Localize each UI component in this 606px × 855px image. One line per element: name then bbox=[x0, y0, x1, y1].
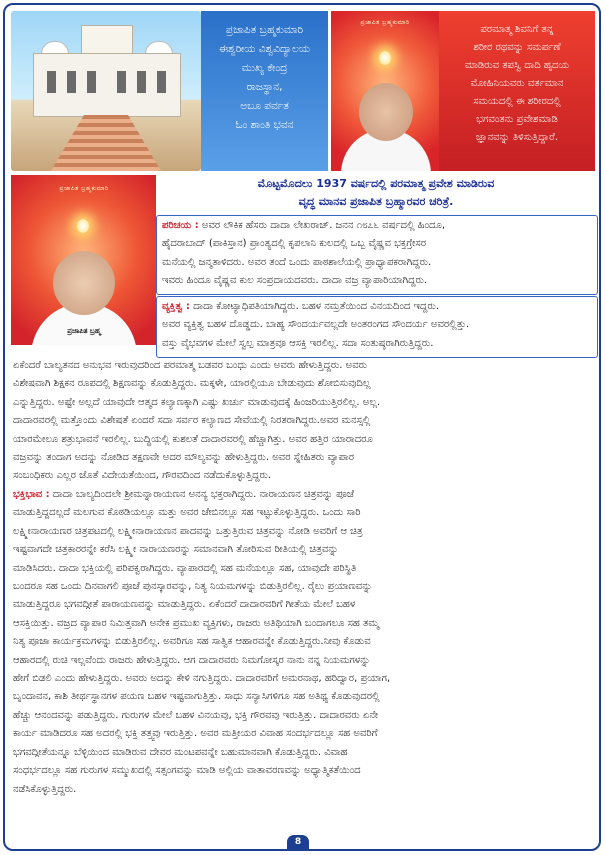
dadi-portrait-photo bbox=[331, 11, 439, 171]
text-line: ಹೆಚ್ಚು ಆನಂದವನ್ನು ಪಡುತ್ತಿದ್ದರು. ಗುರುಗಳ ಮೇಲೆ ಬಹಳ ವಿನಯವು, ಭಕ್ತಿ ಗೌರವವು ಇರುತ್ತಿತ್ತು. ದಾದಾರವರು ಏನೇ bbox=[13, 709, 379, 721]
dadi-caption-line: ಶರೀರ ರಥವನ್ನು ಸಮರ್ಪಣೆ bbox=[473, 42, 561, 53]
bhaktibhava-section bbox=[13, 486, 595, 799]
text-line: ಕಾರ್ಯ ಮಾಡಿದರೂ ಸಹ ಅದರಲ್ಲಿ ಭಕ್ತಿ ತತ್ತ್ವವು ಇರುತ್ತಿತ್ತು. ಅವರ ಮತ್ತೀಯರ ವಿವಾಹ ಸಂದರ್ಭದಲ್ಲೂ ಸಹ ಅವರಿಗೆ bbox=[13, 728, 378, 740]
vyaktitva-section bbox=[162, 298, 594, 353]
text-line: ಸಂಬಂಧಿಕರು ಎಲ್ಲರ ಜೊತೆ ವಿದೇಯತೆಯಿಂದ, ಗೌರವದಿಂದ ನಡೆದುಕೊಳ್ಳುತ್ತಿದ್ದರು. bbox=[13, 470, 272, 482]
heading-line: ವೃದ್ಧ ಮಾನವ ಪ್ರಜಾಪಿತ ಬ್ರಹ್ಮಾರವರ ಚರಿತ್ರೆ. bbox=[298, 195, 454, 208]
dadi-caption-line: ಮೋಹಿನಿಯವರು ವರ್ತಮಾನ bbox=[470, 78, 564, 89]
dadi-caption-line: ಸಮಯದಲ್ಲಿ ಈ ಶರೀರದಲ್ಲಿ bbox=[473, 96, 561, 107]
hq-caption-line: ಪ್ರಜಾಪಿತ ಬ್ರಹ್ಮಕುಮಾರಿ bbox=[225, 24, 304, 36]
dadi-caption-panel bbox=[439, 11, 595, 171]
section-label: ಪರಿಚಯ : bbox=[162, 220, 199, 231]
text-line: ಮಾಡುತ್ತಿದ್ದದಲ್ಲದೆ ಮಲಗುವ ಕೊಠಡಿಯಲ್ಲೂ ಮತ್ತು ಅವರ ಜೇಬಿನಲ್ಲೂ ಸಹ ಇಟ್ಟುಕೊಳ್ಳುತ್ತಿದ್ದರು. ಒಂದು ಸಾರಿ bbox=[13, 507, 361, 519]
building-window bbox=[47, 71, 56, 93]
hq-caption-line: ಈಶ್ವರೀಯ ವಿಶ್ವವಿದ್ಯಾಲಯ bbox=[218, 43, 311, 55]
hq-caption-line: ಅಬೂ ಪರ್ವತ bbox=[240, 100, 289, 112]
text-line: ಹೇಗೆ ಬಿಡಲಿ ಎಂದು ಹೇಳುತ್ತಿದ್ದರು. ಅವರು ಅದನ್ನು ಕೇಳಿ ನಗುತ್ತಿದ್ದರು. ದಾದಾರವರಿಗೆ ಅಮರನಾಥ, ಹರಿದ್ವಾರ, ಪ್ರಯಾಗ, bbox=[13, 673, 391, 685]
text-span: ಅವರ ಲೌಕಿಕ ಹೆಸರು ದಾದಾ ಲೇಖರಾಜ್. ಜನನ ೧೮೭೬ ವರ್ಷದಲ್ಲಿ ಹಿಂದೂ, bbox=[198, 220, 446, 231]
text-line: ಇವರು ಹಿಂದೂ ವೈಷ್ಣವ ಕುಲ ಸಂಪ್ರದಾಯದವರು. ದಾದಾ ವಜ್ರ ವ್ಯಾಪಾರಿಯಾಗಿದ್ದರು. bbox=[162, 275, 428, 287]
text-line bbox=[13, 486, 595, 504]
building-window bbox=[157, 71, 166, 93]
portrait-caption: ಪ್ರಜಾಪಿತ ಬ್ರಹ್ಮ bbox=[67, 327, 101, 335]
brahma-portrait-photo bbox=[11, 175, 156, 345]
text-line: ಎನ್ನುತ್ತಿದ್ದರು. ಅಷ್ಟೇ ಅಲ್ಲದೆ ಯಾವುದೇ ಆತ್ಮದ ಕಲ್ಯಾಣಕ್ಕಾಗಿ ಎಷ್ಟು ಖರ್ಚು ಮಾಡುವುದಕ್ಕೆ ಹಿಂಜರಿಯುತ್ತಿರಲಿಲ್ಲ. ಅಲ್ಲ. bbox=[13, 396, 381, 408]
text-line: ಹೈದರಾಬಾದ್ (ಪಾಕಿಸ್ತಾನ) ಪ್ರಾಂತ್ಯದಲ್ಲಿ ಕೃಪಲಾನಿ ಕುಲದಲ್ಲಿ ಒಬ್ಬ ವೈಷ್ಣವ ಭಕ್ತಗ್ರೇಸರ bbox=[162, 238, 426, 250]
page-frame bbox=[3, 3, 601, 851]
text-line: ಇಷ್ಟವಾಗದೇ ಚಿತ್ರಕಾರರನ್ನೇ ಕರೆಸಿ ಲಕ್ಷ್ಮೀ ನಾರಾಯಣರನ್ನು ಸಮಾನವಾಗಿ ತೋರಿಸುವ ರೀತಿಯಲ್ಲಿ ಚಿತ್ರವನ್ನು bbox=[13, 544, 339, 556]
building-window bbox=[137, 71, 146, 93]
logo-arc-text: ಪ್ರಜಾಪಿತ ಬ್ರಹ್ಮಕುಮಾರಿ bbox=[59, 185, 109, 192]
text-line: ವಜ್ರವನ್ನು ತಂದಾಗ ಅದನ್ನು ನೋಡಿದ ತಕ್ಷಣವೇ ಅದರ ಮೌಲ್ಯವನ್ನು ಹೇಳುತ್ತಿದ್ದರು. ಅವರ ಸ್ನೇಹಿತರು ವ್ಯಾಪಾರ bbox=[13, 452, 355, 464]
section-label: ವ್ಯಕ್ತಿತ್ವ : bbox=[162, 301, 190, 312]
logo-arc-text: ಪ್ರಜಾಪಿತ ಬ್ರಹ್ಮಕುಮಾರಿ bbox=[360, 19, 410, 26]
text-line bbox=[162, 298, 594, 316]
text-line: ಯಾರಮೇಲೂ ಶತ್ರುಭಾವನೆ ಇರಲಿಲ್ಲ. ಬುದ್ಧಿಯಲ್ಲಿ ಕುಶಲತೆ ದಾದಾರವರಲ್ಲಿ ಹೆಚ್ಚಾಗಿತ್ತು. ಅವರ ಹತ್ತಿರ ಯಾರಾದರೂ bbox=[13, 433, 373, 445]
text-span: ದಾದಾ ಬಾಲ್ಯದಿಂದಲೇ ಶ್ರೀಮನ್ನಾರಾಯಣನ ಅನನ್ಯ ಭಕ್ತರಾಗಿದ್ದರು. ನಾರಾಯಣನ ಚಿತ್ರವನ್ನು ಪೂಜೆ bbox=[49, 489, 354, 500]
article-heading bbox=[156, 175, 596, 213]
text-line: ಮಾಡುತ್ತಿದ್ದರೂ ಭಗವದ್ಗೀತೆ ಪಾರಾಯಣವನ್ನು ಮಾಡುತ್ತಿದ್ದರು. ಏಕೆಂದರೆ ದಾದಾರವರಿಗೆ ಗೀತೆಯ ಮೇಲೆ ಬಹಳ bbox=[13, 599, 356, 611]
section-label: ಭಕ್ತಿಭಾವ : bbox=[13, 489, 50, 500]
text-line: ಅವರ ವ್ಯಕ್ತಿತ್ವ ಬಹಳ ದೊಡ್ಡದು. ಬಾಹ್ಯ ಸೌಂದರ್ಯವಲ್ಲದೇ ಅಂತರಂಗದ ಸೌಂದರ್ಯ ಅವರಲ್ಲಿತ್ತು. bbox=[162, 319, 470, 331]
text-line: ಆಹಾರದಲ್ಲಿ ರುಚಿ ಇಲ್ಲವೆಂದು ರಾಜರು ಹೇಳುತ್ತಿದ್ದರು. ಆಗ ದಾದಾರವರು ನಿಮಗೋಸ್ಕರ ನಾನು ನನ್ನ ನಿಯಮಗಳನ್ನು bbox=[13, 654, 371, 666]
text-line: ಮಾಡಿಸಿದರು. ದಾದಾ ಭಕ್ತಿಯಲ್ಲಿ ಪರಿಪಕ್ವರಾಗಿದ್ದರು. ವ್ಯಾಪಾರದಲ್ಲಿ ಸಹ ಮನೆಯಲ್ಲೂ ಸಹ, ಯಾವುದೇ ಪರಿಸ್ಥಿತಿ bbox=[13, 562, 357, 574]
text-line: ಬಂದರೂ ಸಹ ಒಂದು ದಿನವಾಗಲಿ ಪೂಜೆ ಪುನಸ್ಕಾರವನ್ನು, ನಿತ್ಯ ನಿಯಮಗಳನ್ನು ಬಿಡುತ್ತಿರಲಿಲ್ಲ. ರೈಲು ಪ್ರಯಾಣವನ್ನು bbox=[13, 581, 373, 593]
headquarters-caption-panel bbox=[201, 11, 328, 171]
text-line: ಮನೆಯಲ್ಲಿ ಜನ್ಮತಾಳಿದರು. ಅವರ ತಂದೆ ಒಂದು ಪಾಠಶಾಲೆಯಲ್ಲಿ ಪ್ರಾಧ್ಯಾಪಕರಾಗಿದ್ದರು. bbox=[162, 256, 432, 268]
text-line: ವಿಶೇಷವಾಗಿ ಶಿಕ್ಷಕನ ರೂಪದಲ್ಲಿ ಶಿಕ್ಷಣವನ್ನು ಕೊಡುತ್ತಿದ್ದರು. ಮಕ್ಕಳೇ, ಯಾರಲ್ಲಿಯೂ ಬೇಡುವುದು ಶೋಬಿಸುವುದಿಲ್ಲ bbox=[13, 378, 371, 390]
text-line bbox=[162, 217, 594, 235]
text-span: ದಾದಾ ಕೋಟ್ಯಾಧಿಪತಿಯಾಗಿದ್ದರು. ಬಹಳ ನಮ್ರತೆಯಿಂದ ವಿನಯದಿಂದ ಇದ್ದರು. bbox=[189, 301, 440, 312]
building-steps bbox=[51, 115, 161, 171]
dadi-caption-line: ಮಾಡಿರುವ ತಪಸ್ವಿ ದಾದಿ ಹೃದಯ bbox=[464, 60, 570, 71]
text-line: ಬೃಂದಾವನ, ಕಾಶಿ ತೀರ್ಥಸ್ಥಾನಗಳ ಪಯಣ ಬಹಳ ಇಷ್ಟವಾಗುತ್ತಿತ್ತು. ಸಾಧು ಸನ್ಯಾಸಿಗಳಿಗೂ ಸಹ ಅತಿಥ್ಯ ಕೊಡುವುದರಲ್ಲಿ bbox=[13, 691, 380, 703]
parichaya-section bbox=[162, 217, 594, 291]
hq-caption-line: ರಾಜಸ್ಥಾನ, bbox=[246, 81, 283, 93]
text-line: ನಡೆಸಿಕೊಳ್ಳುತ್ತಿದ್ದರು. bbox=[13, 783, 77, 795]
dadi-caption-line: ಪರಮಾತ್ಮ ಶಿವನಿಗೆ ತನ್ನ bbox=[480, 24, 554, 35]
building-window bbox=[67, 71, 76, 93]
page-number: 8 bbox=[287, 835, 309, 849]
heading-line: ಮೊಟ್ಟಮೊದಲು 1937 ವರ್ಷದಲ್ಲಿ ಪರಮಾತ್ಮ ಪ್ರವೇಶ ಮಾಡಿರುವ bbox=[257, 177, 495, 190]
building-window bbox=[87, 71, 96, 93]
text-line: ದಾದಾರವರಲ್ಲಿ ಮತ್ತೊಂದು ವಿಶೇಷತೆ ಏಂದರೆ ಸದಾ ಸರ್ವರ ಕಲ್ಯಾಣದ ಸೇವೆಯಲ್ಲಿ ನಿರತರಾಗಿದ್ದರು.ಅವರ ಮನಸ್ಸಲ್ಲಿ bbox=[13, 415, 371, 427]
text-line: ಭಗವದ್ಗೀತೆಯನ್ನೂ ಬೆಳ್ಳಿಯಿಂದ ಮಾಡಿರುವ ದೇವರ ಮಂಟಪವನ್ನೇ ಬಹುಮಾನವಾಗಿ ಕೊಡುತ್ತಿದ್ದರು. ವಿವಾಹ bbox=[13, 746, 348, 758]
text-line: ನಿತ್ಯ ಪೂಜಾ ಕಾರ್ಯಕ್ರಮಗಳನ್ನು ಬಿಡುತ್ತಿರಲಿಲ್ಲ. ಅವರಿಗೂ ಸಹ ಸಾತ್ವಿಕ ಆಹಾರವನ್ನೇ ಕೊಡುತ್ತಿದ್ದರು.ನೀವು ಕೊಡುವ bbox=[13, 636, 371, 648]
text-line: ಸಂಧರ್ಭದಲ್ಲೂ ಸಹ ಗುರುಗಳ ಸಮ್ಮುಖದಲ್ಲಿ ಸತ್ಸಂಗವನ್ನು ಮಾಡಿ ಅಲ್ಲಿಯ ವಾತಾವರಣವನ್ನು ಅಧ್ಯಾತ್ಮಿಕತೆಯಿಂದ bbox=[13, 765, 361, 777]
hq-caption-line: ಮುಖ್ಯ ಕೇಂದ್ರ bbox=[241, 62, 288, 74]
body-paragraph-1 bbox=[13, 357, 595, 486]
text-line: ವಸ್ತು ವೈಭವಗಳ ಮೇಲೆ ಸ್ವಲ್ಪ ಮಾತ್ರವೂ ಆಸಕ್ತಿ ಇರಲಿಲ್ಲ. ಸದಾ ಸಂತುಷ್ಠರಾಗಿರುತ್ತಿದ್ದರು. bbox=[162, 337, 434, 349]
portrait-face bbox=[359, 83, 413, 141]
dadi-caption-line: ಭಗವಂತನು ಪ್ರವೇಶಮಾಡಿ bbox=[476, 114, 558, 125]
portrait-face bbox=[53, 251, 115, 315]
divine-light-icon bbox=[379, 51, 391, 65]
headquarters-photo bbox=[11, 11, 201, 171]
divine-light-icon bbox=[77, 219, 89, 233]
text-line: ಲಕ್ಷ್ಮೀನಾರಾಯಣರ ಚಿತ್ರಪಟದಲ್ಲಿ ಲಕ್ಷ್ಮೀನಾರಾಯಣನ ಪಾದವನ್ನು ಒತ್ತುತ್ತಿರುವ ಚಿತ್ರವನ್ನು ನೋಡಿ ಅವರಿಗೆ ಆ ಚಿತ್ರ bbox=[13, 525, 363, 537]
dadi-caption-line: ಜ್ಞಾನವನ್ನು ತಿಳಿಸುತ್ತಿದ್ದಾರೆ. bbox=[475, 132, 559, 143]
hq-caption-line: ಓಂ ಶಾಂತಿ ಭವನ bbox=[235, 119, 294, 131]
building-window bbox=[117, 71, 126, 93]
text-line: ಏಕೆಂದರೆ ಬಾಲ್ಯತನದ ಅನುಭವ ಇರುವುದರಿಂದ ಪರಮಾತ್ಮ ಬಡವರ ಬಂಧು ಎಂದು ಅವರು ಹೇಳುತ್ತಿದ್ದರು. ಅವರು bbox=[13, 360, 368, 371]
text-line: ಆಸಕ್ತಿಯಿತ್ತು. ವಜ್ರದ ವ್ಯಾಪಾರ ನಿಮಿತ್ತವಾಗಿ ಅನೇಕ ಪ್ರಮುಖ ವ್ಯಕ್ತಿಗಳು, ರಾಜರು ಅತಿಥಿಯಾಗಿ ಬಂದಾಗಲೂ ಸಹ ತಮ್ಮ bbox=[13, 617, 380, 629]
